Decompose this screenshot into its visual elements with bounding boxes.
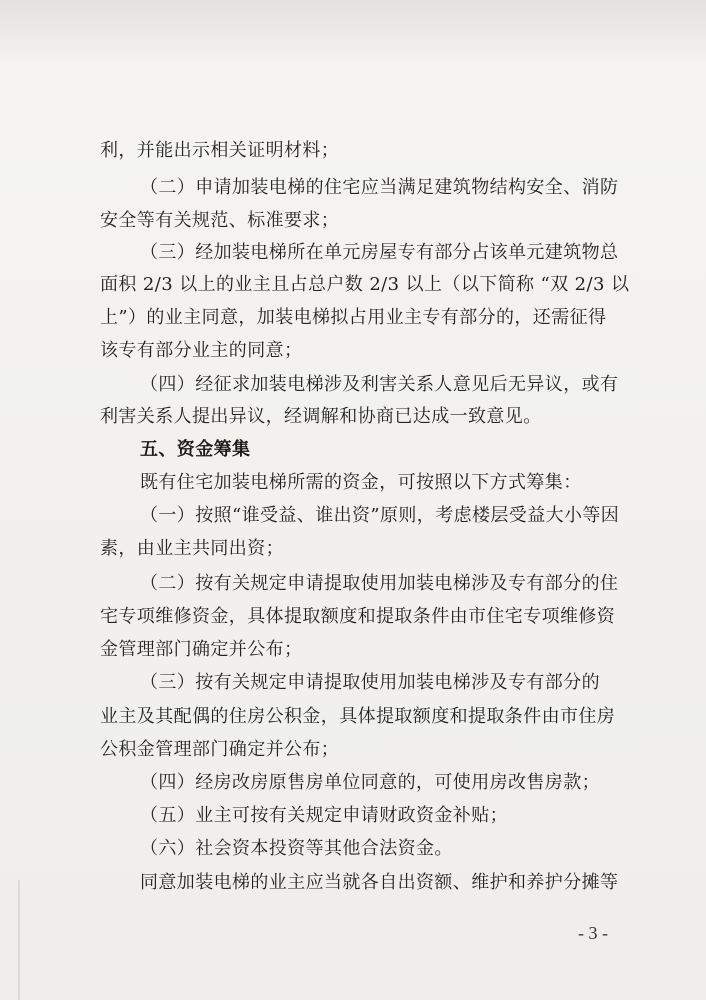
paragraph-line: （四）经房改房原售房单位同意的，可使用房改售房款； (140, 772, 600, 793)
scan-top-shadow (0, 0, 706, 70)
paragraph-line: （六）社会资本投资等其他合法资金。 (140, 838, 453, 859)
paragraph-line: 业主及其配偶的住房公积金，具体提取额度和提取条件由市住房 (100, 706, 616, 727)
paragraph-line: 素，由业主共同出资； (100, 538, 284, 559)
paragraph-line: 该专有部分业主的同意； (100, 340, 303, 361)
paragraph-line: （二）按有关规定申请提取使用加装电梯涉及专有部分的住 (140, 573, 619, 594)
scan-fold-mark (18, 880, 20, 1000)
paragraph-line: （三）经加装电梯所在单元房屋专有部分占该单元建筑物总 (140, 242, 619, 263)
paragraph-line: （三）按有关规定申请提取使用加装电梯涉及专有部分的 (140, 672, 600, 693)
paragraph-line: 同意加装电梯的业主应当就各自出资额、维护和养护分摊等 (140, 872, 619, 893)
paragraph-line: 既有住宅加装电梯所需的资金，可按照以下方式筹集： (140, 472, 582, 493)
paragraph-line: 利，并能出示相关证明材料； (100, 140, 340, 161)
paragraph-line: 公积金管理部门确定并公布； (100, 739, 340, 760)
paragraph-line: （四）经征求加装电梯涉及利害关系人意见后无异议，或有 (140, 374, 619, 395)
paragraph-line: 上”）的业主同意，加装电梯拟占用业主专有部分的，还需征得 (100, 307, 607, 328)
section-heading: 五、资金筹集 (140, 439, 251, 460)
paragraph-line: 安全等有关规范、标准要求； (100, 210, 340, 231)
paragraph-line: （一）按照“谁受益、谁出资”原则，考虑楼层受益大小等因 (140, 505, 620, 526)
paragraph-line: 利害关系人提出异议，经调解和协商已达成一致意见。 (100, 406, 542, 427)
page-number: - 3 - (578, 923, 608, 943)
paragraph-line: 金管理部门确定并公布； (100, 639, 303, 660)
paragraph-line: （五）业主可按有关规定申请财政资金补贴； (140, 805, 508, 826)
paragraph-line: 面积 2/3 以上的业主且占总户数 2/3 以上（以下简称 “双 2/3 以 (100, 274, 630, 295)
paragraph-line: （二）申请加装电梯的住宅应当满足建筑物结构安全、消防 (140, 177, 619, 198)
paragraph-line: 宅专项维修资金，具体提取额度和提取条件由市住宅专项维修资 (100, 606, 616, 627)
